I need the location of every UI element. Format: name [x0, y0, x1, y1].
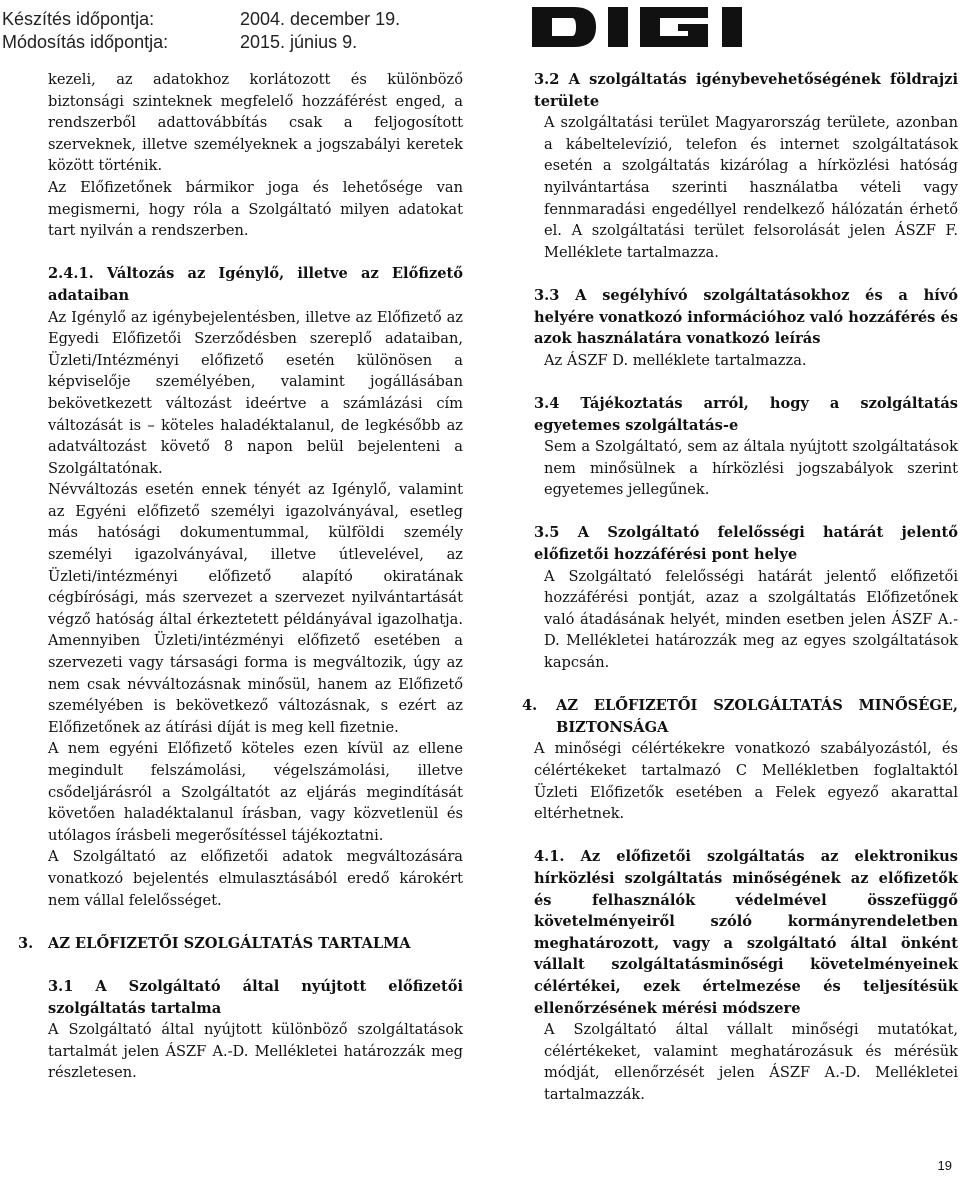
section-number: 4.: [522, 697, 538, 715]
section-number: 3.: [18, 934, 34, 952]
paragraph: A Szolgáltató felelősségi határát jelentő előfizetői hozzáférési pontját, azaz a szolgáltatás Előfizetőnek való átadásának helyét, minden esetben jelen ÁSZF A.-D. Mellékletei határozzák meg az egyes szolgáltatások kapcsán.: [544, 567, 958, 672]
paragraph: Sem a Szolgáltató, sem az általa nyújtott szolgáltatások nem minősülnek a hírközlési jogszabályok szerint egyetemes jellegűnek.: [544, 438, 958, 499]
paragraph: Az Igénylő az igénybejelentésben, illetve az Előfizető az Egyedi Előfizetői Szerződésben szereplő adataiban, Üzleti/Intézményi előfizető esetén különösen a képviselője személyében, valamint jogállásában bekövetkezett változást ideértve a számlázási cím változását is – köteles haladéktalanul, de legkésőbb az adatváltozást követő 8 napon belül bejelenteni a Szolgáltatónak.: [48, 308, 463, 477]
paragraph: A minőségi célértékekre vonatkozó szabályozástól, és célértékeket tartalmazó C Mellékletben foglaltaktól Üzleti Előfizetők esetében a Felek egyező akarattal eltérhetnek.: [534, 740, 958, 823]
section-4-title: [522, 695, 958, 738]
modified-value: 2015. június 9.: [240, 32, 358, 52]
heading-3-4: 3.4 Tájékoztatás arról, hogy a szolgáltatás egyetemes szolgáltatás-e: [534, 394, 958, 434]
paragraph: Az Előfizetőnek bármikor joga és lehetősége van megismerni, hogy róla a Szolgáltató milyen adatokat tart nyilván a rendszerben.: [48, 178, 463, 240]
heading-2-4-1: 2.4.1. Változás az Igénylő, illetve az Előfizető adataiban: [48, 265, 463, 304]
left-column: [18, 69, 463, 1084]
paragraph: Az ÁSZF D. melléklete tartalmazza.: [544, 351, 807, 369]
right-column: [512, 69, 958, 1106]
section-title: AZ ELŐFIZETŐI SZOLGÁLTATÁS TARTALMA: [48, 934, 411, 952]
paragraph: kezeli, az adatokhoz korlátozott és különböző biztonsági szinteknek megfelelő hozzáférést enged, a rendszerből adattovábbítás csak a feljogosított szerveknek, illetve személyeknek a jogszabályi keretek között történik.: [48, 71, 463, 175]
paragraph: A Szolgáltató az előfizetői adatok megváltozására vonatkozó bejelentés elmulasztásából eredő károkért nem vállal felelősséget.: [48, 848, 463, 909]
paragraph: A nem egyéni Előfizető köteles ezen kívül az ellene megindult felszámolási, végelszámolási, illetve csődeljárásról a Szolgáltatót az eljárás megindítását követően haladéktalanul írásban, vagy közvetlenül és utólagos írásbeli megerősítéssel tájékoztatni.: [48, 740, 463, 844]
section-3-title: [18, 933, 463, 955]
modified-label: Módosítás időpontja:: [2, 32, 169, 52]
header-modified: [2, 32, 357, 52]
paragraph: A Szolgáltató által nyújtott különböző szolgáltatások tartalmát jelen ÁSZF A.-D. Mellékletei határozzák meg részletesen.: [48, 1021, 463, 1082]
paragraph: Névváltozás esetén ennek tényét az Igénylő, valamint az Egyéni előfizető személyi igazolványával, esetleg más hatósági dokumentummal, külföldi személy személyi igazolványával, illetve útlevelével, az Üzleti/intézményi előfizető alapító okiratának cégbírósági, más szervezet a szervezet nyilvántartását végző hatóság által érkeztetett példányával igazolhatja. Amennyiben Üzleti/intézményi előfizető esetében a szervezeti vagy társasági forma is megváltozik, úgy az nem csak névváltozásnak minősül, hanem az Előfizető személyében is bekövetkező változásnak, s ezért az Előfizetőnek az átírási díját is meg kell fizetnie.: [48, 481, 463, 736]
created-label: Készítés időpontja:: [2, 9, 155, 29]
heading-3-1: 3.1 A Szolgáltató által nyújtott előfizetői szolgáltatás tartalma: [48, 977, 463, 1017]
heading-3-2: 3.2 A szolgáltatás igénybevehetőségének földrajzi területe: [534, 71, 958, 110]
header-created: [2, 9, 400, 29]
section-title: AZ ELŐFIZETŐI SZOLGÁLTATÁS MINŐSÉGE, BIZTONSÁGA: [556, 697, 958, 736]
created-value: 2004. december 19.: [240, 9, 401, 29]
heading-3-3: 3.3 A segélyhívó szolgáltatásokhoz és a hívó helyére vonatkozó információhoz való hozzáférés és azok használatára vonatkozó leírás: [534, 286, 958, 348]
page-number: 19: [937, 1158, 952, 1173]
paragraph: A Szolgáltató által vállalt minőségi mutatókat, célértékeket, valamint meghatározásuk és mérésük módját, ellenőrzését jelen ÁSZF A.-D. Mellékletei tartalmazzák.: [544, 1021, 958, 1103]
digi-logo: [532, 5, 752, 49]
paragraph: A szolgáltatási terület Magyarország területe, azonban a kábeltelevízió, telefon és internet szolgáltatások esetén a szolgáltatás kizárólag a hírközlési hatóság nyilvántartása szerinti használatba vételi vagy fennmaradási engedéllyel rendelkező hálózatán érhető el. A szolgáltatási terület felsorolását jelen ÁSZF F. Melléklete tartalmazza.: [544, 114, 958, 261]
heading-4-1: 4.1. Az előfizetői szolgáltatás az elektronikus hírközlési szolgáltatás minőségének az előfizetők és felhasználók védelmével összefüggő követelményeiről szóló kormányrendeletben meghatározott, vagy a szolgáltató által önként vállalt szolgáltatásminőségi követelményeinek célértékei, ezek értelmezése és teljesítésük ellenőrzésének mérési módszere: [534, 848, 958, 1017]
heading-3-5: 3.5 A Szolgáltató felelősségi határát jelentő előfizetői hozzáférési pont helye: [534, 524, 958, 564]
